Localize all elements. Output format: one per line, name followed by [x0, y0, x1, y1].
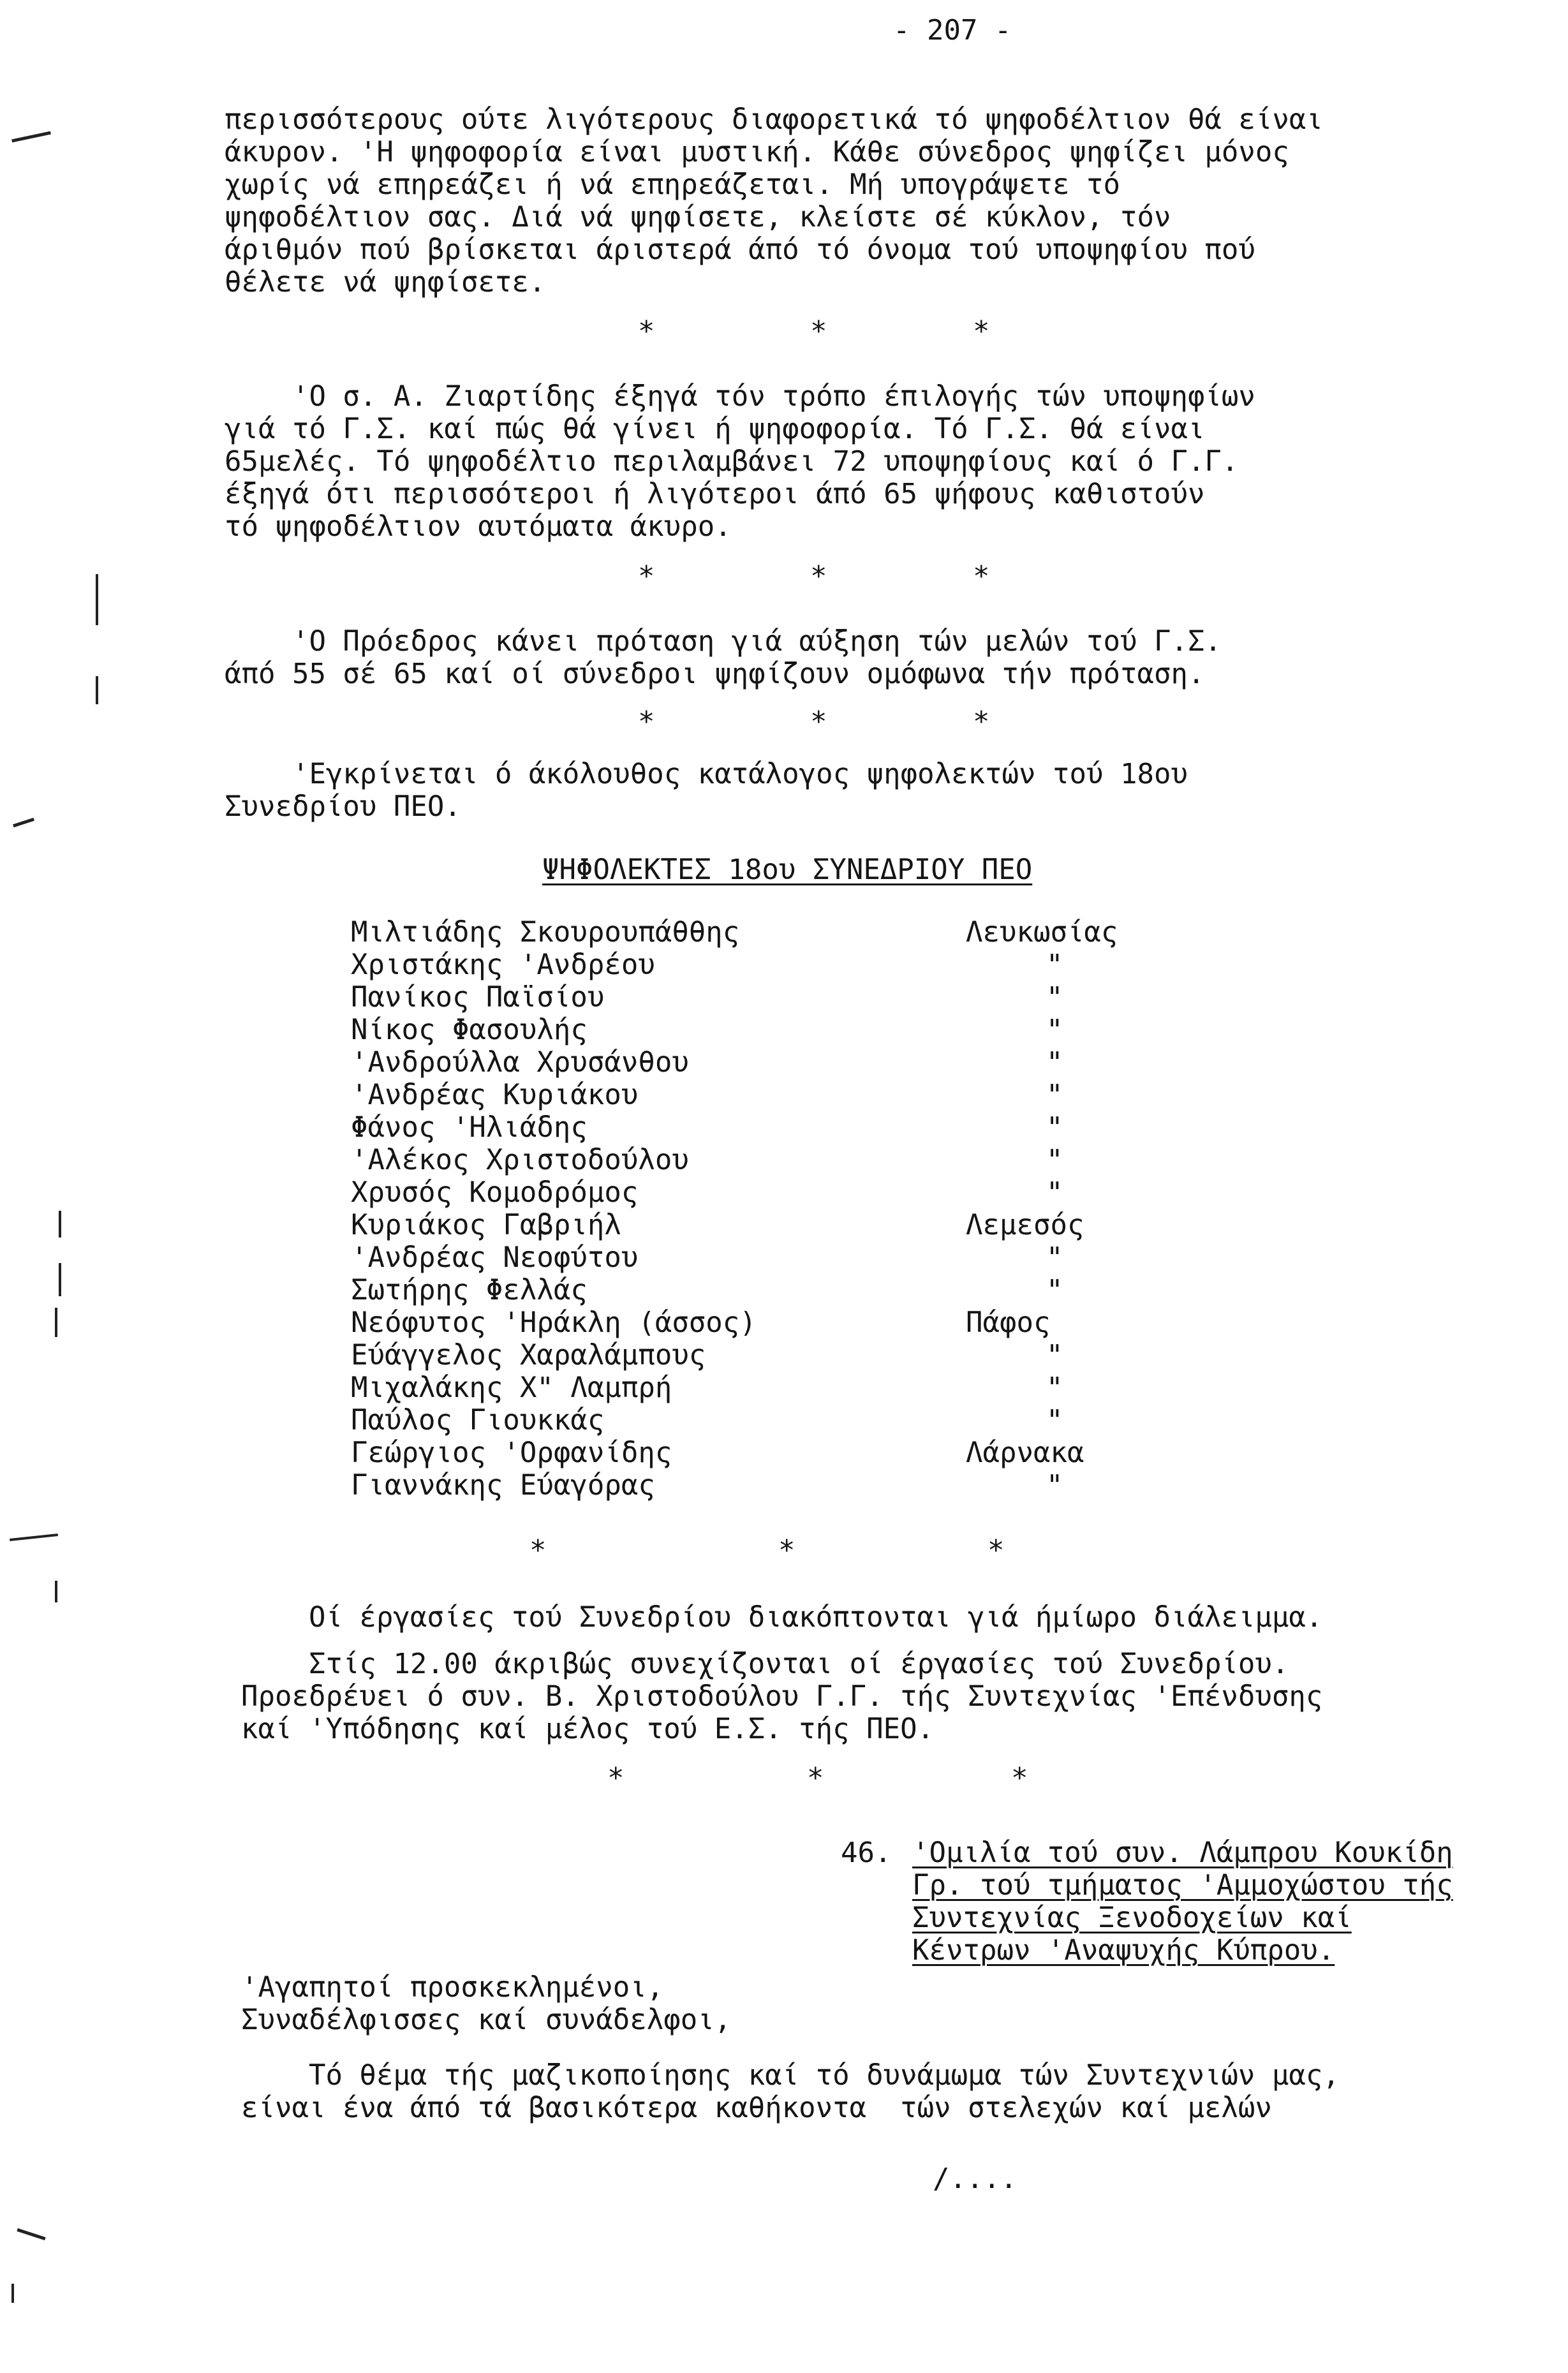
voter-name: Χρυσός Κομοδρόμος [351, 1176, 639, 1209]
voter-name: 'Αλέκος Χριστοδούλου [351, 1144, 689, 1176]
voter-district: " [1046, 1274, 1063, 1306]
voter-district: " [1046, 1404, 1063, 1437]
separator-star: * [638, 706, 655, 738]
voter-name: Γιαννάκης Εύαγόρας [351, 1469, 655, 1502]
margin-mark [55, 1581, 57, 1602]
voter-district: " [1046, 1176, 1063, 1209]
voter-district: " [1046, 1371, 1063, 1404]
voter-district: " [1046, 949, 1063, 981]
margin-mark [10, 1534, 58, 1541]
separator-star: * [973, 315, 990, 348]
voter-name: Σωτήρης Φελλάς [351, 1274, 588, 1306]
text-line: είναι ένα άπό τά βασικότερα καθήκοντα τών στελεχών καί μελών [241, 2092, 1272, 2124]
voter-name: Νίκος Φασουλής [351, 1014, 588, 1046]
voter-name: Εύάγγελος Χαραλάμπους [351, 1339, 706, 1371]
text-line: 'Αγαπητοί προσκεκλημένοι, [241, 1971, 664, 2004]
separator-star: * [810, 706, 827, 738]
voter-name: Πανίκος Παϊσίου [351, 981, 605, 1014]
margin-mark [11, 131, 51, 143]
text-line: Στίς 12.00 άκριβώς συνεχίζονται οί έργασίες τού Συνεδρίου. [241, 1648, 1289, 1680]
voters-heading: ΨΗΦΟΛΕΚΤΕΣ 18ου ΣΥΝΕΔΡΙΟΥ ΠΕΟ [542, 854, 1033, 886]
paragraph-3 [225, 625, 1222, 690]
text-line: 'Ο σ. Α. Ζιαρτίδης έξηγά τόν τρόπο έπιλογής τών υποψηφίων [225, 380, 1255, 413]
margin-mark [17, 2228, 45, 2240]
text-line: χωρίς νά επηρεάζει ή νά επηρεάζεται. Μή υπογράψετε τό [225, 168, 1120, 201]
separator-star: * [810, 560, 827, 593]
text-line: άκυρον. 'Η ψηφοφορία είναι μυστική. Κάθε σύνεδρος ψηφίζει μόνος [225, 136, 1289, 168]
voter-district: " [1046, 1469, 1063, 1502]
voter-district: Λευκωσίας [966, 916, 1118, 949]
voter-name: Χριστάκης 'Ανδρέου [351, 949, 655, 981]
margin-mark [59, 1263, 61, 1296]
text-line: τό ψηφοδέλτιον αυτόματα άκυρο. [225, 510, 732, 543]
voter-name: Νεόφυτος 'Ηράκλη (άσσος) [351, 1306, 757, 1339]
paragraph-4 [225, 758, 1188, 823]
text-line: θέλετε νά ψηφίσετε. [225, 266, 546, 299]
voter-name: 'Ανδρούλλα Χρυσάνθου [351, 1046, 689, 1079]
separator-star: * [638, 560, 655, 593]
paragraph-1 [225, 103, 1323, 299]
voter-district: " [1046, 981, 1063, 1014]
text-line: περισσότερους ούτε λιγότερους διαφορετικά τό ψηφοδέλτιον θά είναι [225, 103, 1323, 136]
text-line: άπό 55 σέ 65 καί οί σύνεδροι ψηφίζουν ομόφωνα τήν πρόταση. [225, 658, 1205, 690]
voter-name: Κυριάκος Γαβριήλ [351, 1209, 621, 1241]
paragraph-2 [225, 380, 1255, 543]
separator-star: * [810, 315, 827, 348]
voter-district: " [1046, 1144, 1063, 1176]
margin-mark [55, 1308, 57, 1337]
voter-district: " [1046, 1014, 1063, 1046]
text-line: έξηγά ότι περισσότεροι ή λιγότεροι άπό 65 ψήφους καθιστούν [225, 478, 1205, 510]
voter-district: Λάρνακα [966, 1437, 1084, 1469]
text-line: ψηφοδέλτιον σας. Διά νά ψηφίσετε, κλείστε σέ κύκλον, τόν [225, 201, 1171, 233]
margin-mark [59, 1211, 61, 1238]
text-line: Τό θέμα τής μαζικοποίησης καί τό δυνάμωμα τών Συντεχνιών μας, [241, 2059, 1340, 2092]
separator-star: * [1011, 1762, 1028, 1794]
separator-star: * [973, 560, 990, 593]
voter-name: Μιχαλάκης Χ" Λαμπρή [351, 1371, 672, 1404]
speech-title-line: Κέντρων 'Αναψυχής Κύπρου. [912, 1934, 1335, 1967]
text-line: Συναδέλφισσες καί συνάδελφοι, [241, 2004, 732, 2036]
text-line: Συνεδρίου ΠΕΟ. [225, 790, 461, 823]
voter-name: Παύλος Γιουκκάς [351, 1404, 605, 1437]
separator-star: * [607, 1762, 625, 1794]
voter-name: 'Ανδρέας Κυριάκου [351, 1079, 639, 1111]
text-line: 65μελές. Τό ψηφοδέλτιο περιλαμβάνει 72 υποψηφίους καί ό Γ.Γ. [225, 445, 1239, 478]
voter-name: Φάνος 'Ηλιάδης [351, 1111, 588, 1144]
voter-district: Πάφος [966, 1306, 1051, 1339]
text-line: 'Εγκρίνεται ό άκόλουθος κατάλογος ψηφολεκτών τού 18ου [225, 758, 1188, 790]
speech-title [912, 1837, 1453, 1967]
voter-name: 'Ανδρέας Νεοφύτου [351, 1241, 639, 1274]
text-line: καί 'Υπόδησης καί μέλος τού Ε.Σ. τής ΠΕΟ. [241, 1713, 935, 1745]
continuation-mark: /.... [933, 2162, 1017, 2195]
speech-title-line: Συντεχνίας Ξενοδοχείων καί [912, 1902, 1352, 1934]
separator-star: * [807, 1762, 824, 1794]
separator-star: * [987, 1534, 1005, 1567]
text-line: Οί έργασίες τού Συνεδρίου διακόπτονται γιά ήμίωρο διάλειμμα. [241, 1601, 1323, 1634]
voter-district: " [1046, 1046, 1063, 1079]
speech-number: 46. [841, 1837, 892, 1869]
text-line: Προεδρέυει ό συν. Β. Χριστοδούλου Γ.Γ. τής Συντεχνίας 'Επένδυσης [241, 1680, 1323, 1713]
greeting [241, 1971, 731, 2036]
text-line: άριθμόν πού βρίσκεται άριστερά άπό τό όνομα τού υποψηφίου πού [225, 233, 1255, 266]
separator-star: * [778, 1534, 795, 1567]
paragraph-6 [241, 2059, 1340, 2124]
voter-district: " [1046, 1241, 1063, 1274]
speech-title-line: 'Ομιλία τού συν. Λάμπρου Κουκίδη [912, 1837, 1453, 1869]
margin-mark [11, 2284, 14, 2303]
voter-district: " [1046, 1079, 1063, 1111]
text-line: 'Ο Πρόεδρος κάνει πρόταση γιά αύξηση τών μελών τού Γ.Σ. [225, 625, 1222, 658]
paragraph-5 [241, 1601, 1322, 1745]
voter-district: Λεμεσός [966, 1209, 1084, 1241]
voter-district: " [1046, 1339, 1063, 1371]
separator-star: * [973, 706, 990, 738]
text-line: γιά τό Γ.Σ. καί πώς θά γίνει ή ψηφοφορία. Τό Γ.Σ. θά είναι [225, 413, 1205, 445]
voter-name: Μιλτιάδης Σκουρουπάθθης [351, 916, 740, 949]
page-number: - 207 - [893, 14, 1012, 47]
margin-mark [13, 818, 34, 827]
margin-mark [96, 574, 98, 625]
speech-title-line: Γρ. τού τμήματος 'Αμμοχώστου τής [912, 1869, 1453, 1902]
margin-mark [96, 676, 98, 704]
voter-name: Γεώργιος 'Ορφανίδης [351, 1437, 672, 1469]
separator-star: * [638, 315, 655, 348]
separator-star: * [529, 1534, 547, 1567]
voter-district: " [1046, 1111, 1063, 1144]
